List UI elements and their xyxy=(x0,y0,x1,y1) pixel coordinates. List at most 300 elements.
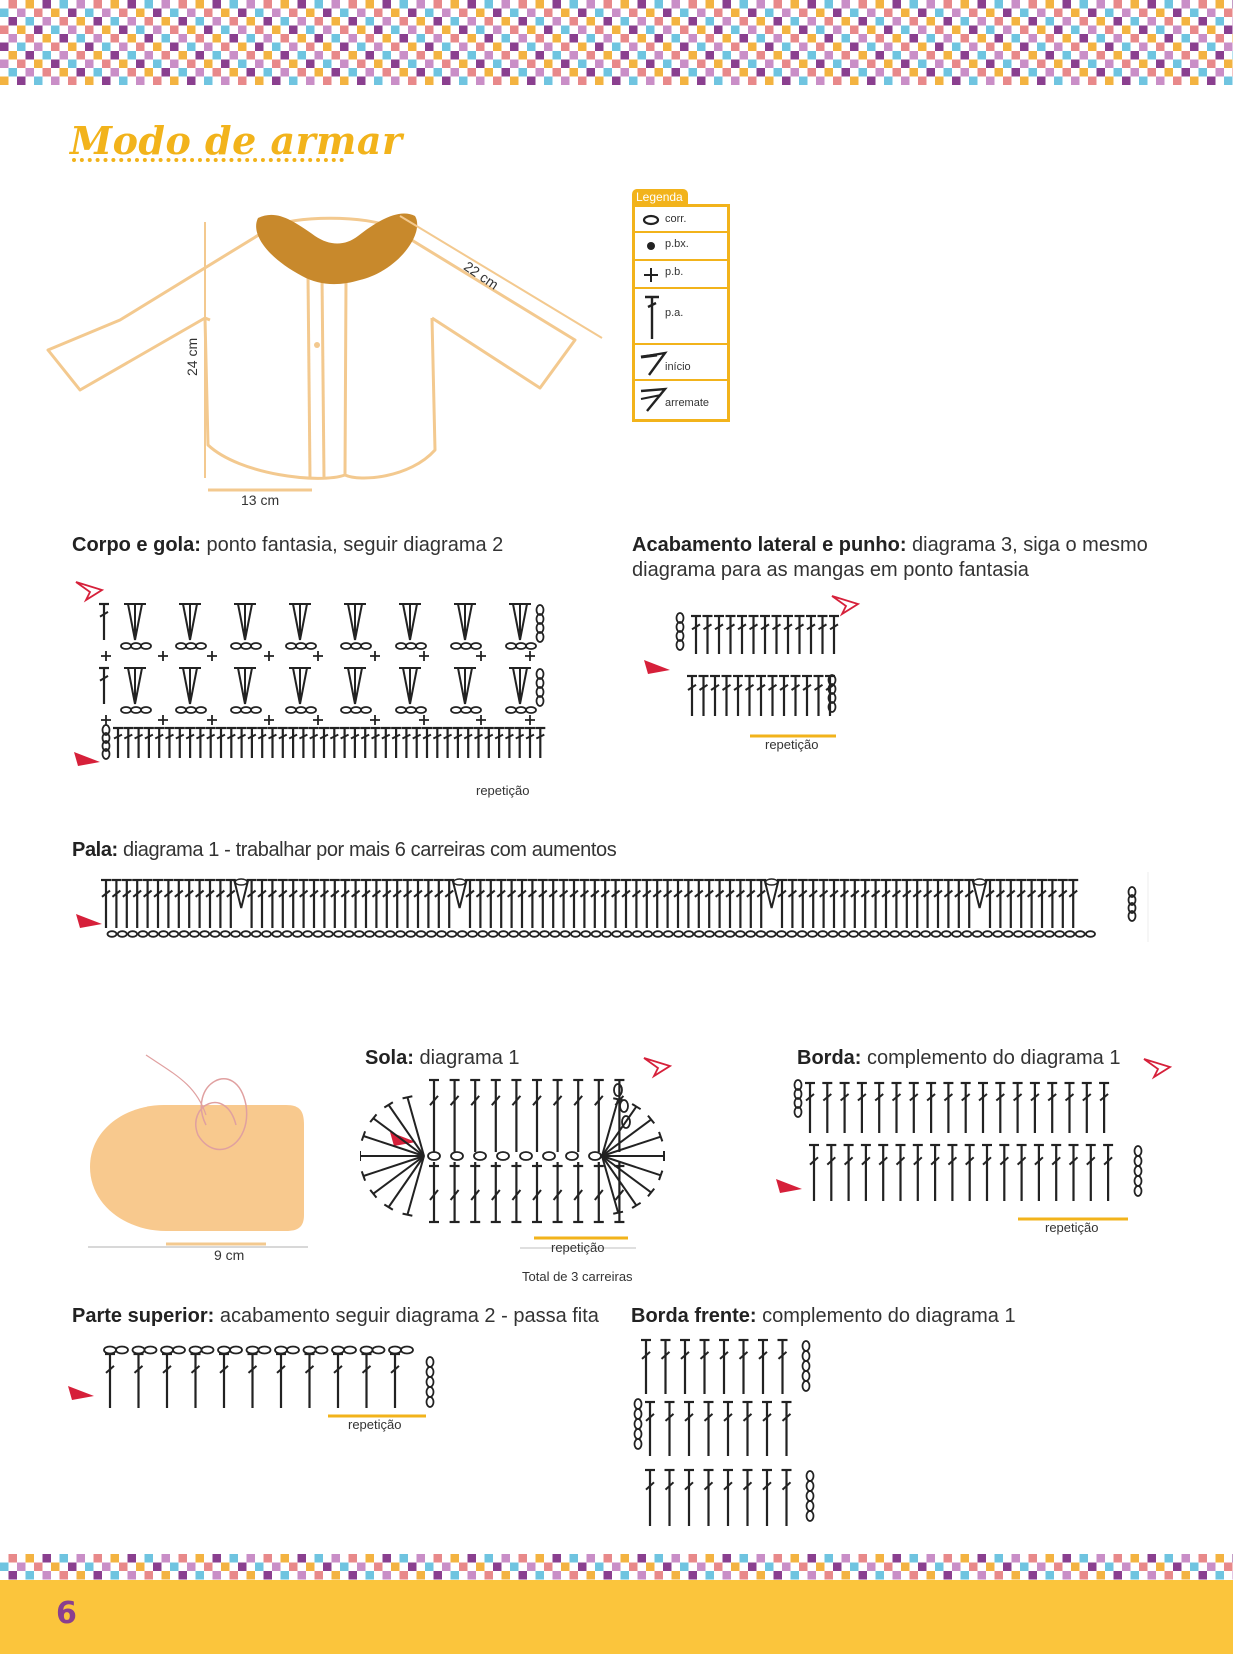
checker-square xyxy=(170,1563,179,1572)
checker-square xyxy=(714,43,723,52)
chain-stitch xyxy=(736,931,745,937)
checker-square xyxy=(43,68,52,77)
checker-square xyxy=(510,9,519,18)
checker-square xyxy=(757,1554,766,1563)
checker-square xyxy=(1097,0,1106,9)
dim-width: 13 cm xyxy=(241,492,280,508)
checker-square xyxy=(952,26,961,35)
checker-square xyxy=(272,1563,281,1572)
checker-square xyxy=(1012,17,1021,26)
repeat-label-acabamento: repetição xyxy=(765,737,819,752)
chain-stitch xyxy=(674,931,683,937)
checker-square xyxy=(1097,1554,1106,1563)
checker-square xyxy=(918,9,927,18)
checker-square xyxy=(238,9,247,18)
checker-square xyxy=(68,43,77,52)
sc-stitch xyxy=(207,715,217,725)
checker-square xyxy=(408,60,417,69)
checker-square xyxy=(519,0,528,9)
checker-square xyxy=(604,34,613,43)
checker-square xyxy=(1207,43,1216,52)
checker-square xyxy=(451,17,460,26)
checker-square xyxy=(842,34,851,43)
checker-square xyxy=(510,1563,519,1572)
checker-square xyxy=(604,51,613,60)
checker-square xyxy=(493,26,502,35)
checker-square xyxy=(723,51,732,60)
chain-stitch xyxy=(870,931,879,937)
checker-square xyxy=(391,43,400,52)
checker-square xyxy=(493,9,502,18)
checker-square xyxy=(714,9,723,18)
checker-square xyxy=(374,9,383,18)
checker-square xyxy=(417,51,426,60)
fan-right-top xyxy=(632,1104,641,1109)
checker-square xyxy=(655,1554,664,1563)
checker-square xyxy=(893,17,902,26)
sc-stitch xyxy=(476,651,486,661)
chain-stitch xyxy=(859,931,868,937)
checker-square xyxy=(451,51,460,60)
checker-square xyxy=(162,0,171,9)
chain-stitch xyxy=(471,707,481,713)
checker-square xyxy=(570,1554,579,1563)
checker-square xyxy=(774,68,783,77)
checker-square xyxy=(366,1571,375,1580)
checker-square xyxy=(247,1554,256,1563)
checker-square xyxy=(1054,26,1063,35)
checker-square xyxy=(1046,1554,1055,1563)
checker-square xyxy=(510,60,519,69)
checker-square xyxy=(1097,51,1106,60)
checker-square xyxy=(119,60,128,69)
checker-square xyxy=(43,34,52,43)
checker-square xyxy=(1165,0,1174,9)
checker-square xyxy=(859,0,868,9)
checker-square xyxy=(561,9,570,18)
checker-square xyxy=(1122,43,1131,52)
checker-square xyxy=(442,43,451,52)
chain-stitch xyxy=(506,707,516,713)
checker-square xyxy=(910,1554,919,1563)
chain-stitch xyxy=(447,931,456,937)
checker-square xyxy=(791,51,800,60)
checker-square xyxy=(187,1563,196,1572)
checker-square xyxy=(366,68,375,77)
checker-square xyxy=(1063,34,1072,43)
diagram-acabamento xyxy=(636,590,866,740)
checker-square xyxy=(1063,0,1072,9)
checker-square xyxy=(978,1571,987,1580)
chain-stitch xyxy=(684,931,693,937)
checker-square xyxy=(1122,60,1131,69)
chain-stitch xyxy=(803,1381,810,1391)
chain-stitch xyxy=(1035,931,1044,937)
checker-square xyxy=(136,1563,145,1572)
checker-square xyxy=(136,77,145,86)
checker-square xyxy=(26,17,35,26)
checker-square xyxy=(842,1554,851,1563)
checker-square xyxy=(901,60,910,69)
checker-square xyxy=(170,9,179,18)
checker-square xyxy=(400,1554,409,1563)
checker-square xyxy=(1216,51,1225,60)
checker-square xyxy=(544,9,553,18)
chain-stitch xyxy=(777,931,786,937)
checker-square xyxy=(825,17,834,26)
checker-square xyxy=(706,1554,715,1563)
checker-square xyxy=(230,1554,239,1563)
chain-stitch xyxy=(406,643,416,649)
checker-square xyxy=(986,43,995,52)
checker-square xyxy=(808,1571,817,1580)
checker-square xyxy=(1122,26,1131,35)
chain-stitch xyxy=(200,931,209,937)
chain-stitch xyxy=(427,931,436,937)
checker-square xyxy=(731,60,740,69)
checker-square xyxy=(264,1554,273,1563)
checker-square xyxy=(459,9,468,18)
caption-sola: Sola: diagrama 1 xyxy=(365,1047,520,1069)
checker-square xyxy=(1165,51,1174,60)
checker-square xyxy=(527,26,536,35)
legend-box xyxy=(632,204,730,422)
checker-square xyxy=(374,1563,383,1572)
checker-square xyxy=(969,9,978,18)
checker-square xyxy=(587,51,596,60)
checker-square xyxy=(638,0,647,9)
checker-square xyxy=(995,1554,1004,1563)
chain-stitch xyxy=(829,931,838,937)
checker-square xyxy=(578,77,587,86)
checker-square xyxy=(179,34,188,43)
fan-stitch xyxy=(458,668,465,704)
checker-square xyxy=(442,1563,451,1572)
checker-square xyxy=(765,26,774,35)
jacket-illustration xyxy=(40,200,620,500)
checker-square xyxy=(944,51,953,60)
checker-square xyxy=(672,1571,681,1580)
sc-stitch xyxy=(525,715,535,725)
checker-square xyxy=(544,1563,553,1572)
checker-square xyxy=(145,1571,154,1580)
fan-stitch xyxy=(183,604,190,640)
chain-stitch xyxy=(427,1367,434,1377)
checker-square xyxy=(485,34,494,43)
chain-stitch xyxy=(259,1347,271,1354)
chain-stitch xyxy=(241,931,250,937)
checker-square xyxy=(60,68,69,77)
checker-square xyxy=(425,1563,434,1572)
checker-square xyxy=(1003,9,1012,18)
checker-square xyxy=(1139,1563,1148,1572)
checker-square xyxy=(748,43,757,52)
chain-stitch xyxy=(756,931,765,937)
checker-square xyxy=(94,1571,103,1580)
checker-square xyxy=(485,17,494,26)
checker-square xyxy=(128,17,137,26)
checker-square xyxy=(986,9,995,18)
checker-square xyxy=(77,34,86,43)
checker-square xyxy=(595,9,604,18)
checker-square xyxy=(0,26,9,35)
checker-square xyxy=(179,51,188,60)
checker-square xyxy=(910,0,919,9)
checker-square xyxy=(272,26,281,35)
checker-square xyxy=(553,51,562,60)
checker-square xyxy=(782,1563,791,1572)
checker-square xyxy=(927,0,936,9)
checker-square xyxy=(298,34,307,43)
checker-square xyxy=(374,77,383,86)
checker-square xyxy=(1190,26,1199,35)
chain-stitch xyxy=(1024,931,1033,937)
chain-stitch xyxy=(807,1491,814,1501)
checker-square xyxy=(850,60,859,69)
fan-left-top xyxy=(403,1096,413,1098)
checker-square xyxy=(816,60,825,69)
checker-square xyxy=(816,77,825,86)
checker-square xyxy=(1199,17,1208,26)
chain-stitch xyxy=(211,931,220,937)
checker-square xyxy=(323,9,332,18)
checker-square xyxy=(1216,34,1225,43)
checker-square xyxy=(986,1563,995,1572)
checker-square xyxy=(153,9,162,18)
fan-stitch xyxy=(403,604,410,640)
checker-square xyxy=(1139,77,1148,86)
chain-stitch xyxy=(798,931,807,937)
checker-square xyxy=(502,51,511,60)
checker-square xyxy=(502,17,511,26)
checker-square xyxy=(859,17,868,26)
checker-square xyxy=(196,34,205,43)
checker-square xyxy=(1173,26,1182,35)
chain-stitch xyxy=(173,1347,185,1354)
checker-square xyxy=(425,60,434,69)
checker-square xyxy=(672,34,681,43)
checker-square xyxy=(298,68,307,77)
checker-square xyxy=(1182,34,1191,43)
checker-square xyxy=(1080,1554,1089,1563)
chain-stitch xyxy=(643,931,652,937)
checker-square xyxy=(1012,68,1021,77)
checker-square xyxy=(1224,9,1233,18)
checker-square xyxy=(1105,26,1114,35)
checker-square xyxy=(442,77,451,86)
checker-square xyxy=(17,9,26,18)
checker-square xyxy=(77,0,86,9)
checker-square xyxy=(986,26,995,35)
chain-stitch xyxy=(520,1152,532,1160)
checker-square xyxy=(765,9,774,18)
checker-square xyxy=(1173,43,1182,52)
checker-square xyxy=(187,26,196,35)
checker-square xyxy=(893,0,902,9)
checker-square xyxy=(264,51,273,60)
checker-square xyxy=(68,60,77,69)
checker-square xyxy=(570,0,579,9)
checker-square xyxy=(884,9,893,18)
checker-square xyxy=(196,0,205,9)
checker-square xyxy=(357,9,366,18)
checker-square xyxy=(383,1571,392,1580)
checker-square xyxy=(791,34,800,43)
sc-stitch xyxy=(207,651,217,661)
checker-square xyxy=(340,1563,349,1572)
chain-stitch xyxy=(351,643,361,649)
checker-square xyxy=(442,9,451,18)
chain-stitch xyxy=(361,707,371,713)
chain-stitch xyxy=(190,1347,202,1354)
increase-top xyxy=(235,879,247,885)
checker-square xyxy=(544,26,553,35)
checker-square xyxy=(978,17,987,26)
chain-stitch xyxy=(341,707,351,713)
checker-square xyxy=(893,1554,902,1563)
chain-stitch xyxy=(635,1429,642,1439)
checker-square xyxy=(238,43,247,52)
checker-square xyxy=(553,68,562,77)
fan-stitch xyxy=(348,668,355,704)
checker-square xyxy=(1114,1554,1123,1563)
checker-square xyxy=(502,1554,511,1563)
checker-square xyxy=(179,0,188,9)
checker-square xyxy=(213,0,222,9)
checker-square xyxy=(1148,51,1157,60)
checker-square xyxy=(612,26,621,35)
checker-square xyxy=(357,60,366,69)
chain-stitch xyxy=(247,1347,259,1354)
chain-stitch xyxy=(116,1347,128,1354)
checker-square xyxy=(1046,34,1055,43)
chain-stitch xyxy=(1086,931,1095,937)
chain-stitch xyxy=(416,643,426,649)
checker-square xyxy=(400,34,409,43)
fan-left xyxy=(373,1156,424,1194)
checker-square xyxy=(1088,43,1097,52)
checker-square xyxy=(306,60,315,69)
checker-square xyxy=(1080,34,1089,43)
checker-square xyxy=(502,68,511,77)
checker-square xyxy=(536,0,545,9)
chain-stitch xyxy=(520,931,529,937)
checker-square xyxy=(1199,68,1208,77)
checker-square xyxy=(867,1563,876,1572)
checker-square xyxy=(918,43,927,52)
checker-square xyxy=(808,17,817,26)
checker-square xyxy=(672,0,681,9)
checker-square xyxy=(646,60,655,69)
checker-square xyxy=(213,1554,222,1563)
chain-stitch xyxy=(306,707,316,713)
checker-square xyxy=(1088,77,1097,86)
checker-square xyxy=(1088,26,1097,35)
checker-square xyxy=(298,0,307,9)
checker-square xyxy=(459,26,468,35)
checker-square xyxy=(655,1571,664,1580)
checker-square xyxy=(969,1563,978,1572)
checker-square xyxy=(655,68,664,77)
checker-square xyxy=(570,34,579,43)
start-arrow xyxy=(76,914,102,928)
checker-square xyxy=(332,51,341,60)
checker-square xyxy=(85,60,94,69)
checker-square xyxy=(340,43,349,52)
checker-square xyxy=(1216,1571,1225,1580)
checker-square xyxy=(842,51,851,60)
checker-square xyxy=(527,60,536,69)
checker-square xyxy=(867,60,876,69)
checker-square xyxy=(383,17,392,26)
checker-square xyxy=(816,1563,825,1572)
checker-square xyxy=(1165,1554,1174,1563)
checker-square xyxy=(918,60,927,69)
checker-square xyxy=(706,68,715,77)
checker-square xyxy=(383,51,392,60)
checker-square xyxy=(1071,60,1080,69)
checker-square xyxy=(995,1571,1004,1580)
checker-square xyxy=(731,43,740,52)
checker-square xyxy=(255,43,264,52)
checker-square xyxy=(383,1554,392,1563)
checker-square xyxy=(425,9,434,18)
checker-square xyxy=(1207,77,1216,86)
checker-square xyxy=(1063,1554,1072,1563)
checker-square xyxy=(1012,1554,1021,1563)
checker-square xyxy=(34,26,43,35)
chain-oval-icon xyxy=(641,213,661,227)
checker-square xyxy=(561,1563,570,1572)
checker-square xyxy=(944,0,953,9)
checker-square xyxy=(1190,9,1199,18)
finish-arrow xyxy=(832,596,858,614)
chain-stitch xyxy=(275,1347,287,1354)
checker-square xyxy=(799,26,808,35)
checker-square xyxy=(859,68,868,77)
checker-square xyxy=(723,17,732,26)
checker-square xyxy=(969,77,978,86)
checker-square xyxy=(230,17,239,26)
checker-square xyxy=(536,68,545,77)
checker-square xyxy=(578,43,587,52)
checker-square xyxy=(604,0,613,9)
checker-square xyxy=(459,43,468,52)
checker-square xyxy=(272,43,281,52)
checker-square xyxy=(442,60,451,69)
checker-square xyxy=(153,26,162,35)
checker-square xyxy=(136,43,145,52)
checker-square xyxy=(1003,77,1012,86)
checker-square xyxy=(663,77,672,86)
checker-square xyxy=(1190,43,1199,52)
checker-square xyxy=(94,68,103,77)
fan-right xyxy=(602,1120,651,1156)
fan-stitch xyxy=(410,668,417,704)
checker-square xyxy=(714,26,723,35)
checker-square xyxy=(315,34,324,43)
checker-square xyxy=(859,34,868,43)
checker-square xyxy=(791,1571,800,1580)
checker-square xyxy=(723,68,732,77)
chain-stitch xyxy=(104,1347,116,1354)
chain-stitch xyxy=(973,931,982,937)
checker-square xyxy=(1165,1571,1174,1580)
sc-stitch xyxy=(525,651,535,661)
checker-square xyxy=(1114,34,1123,43)
checker-square xyxy=(561,60,570,69)
checker-square xyxy=(459,60,468,69)
